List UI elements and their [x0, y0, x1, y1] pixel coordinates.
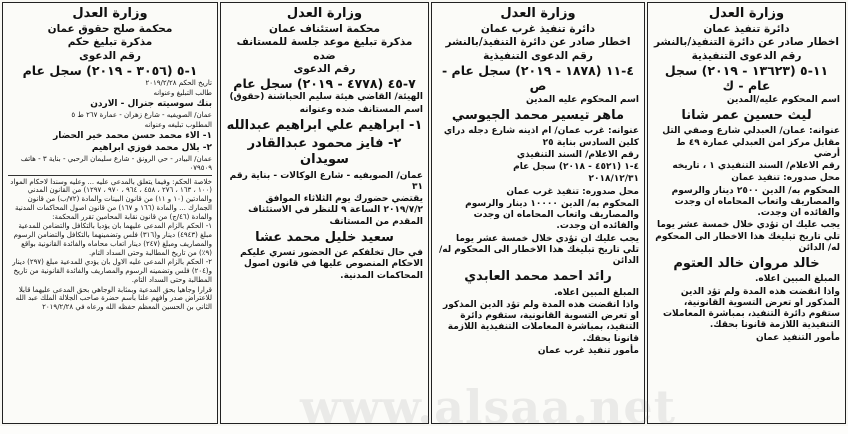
recipient-label: المطلوب تبليغه وعنوانه [144, 120, 212, 129]
notice-type: مذكرة تبليغ حكم [67, 36, 153, 49]
case-number: ٧-٤٥ (٤٧٧٨ - ٢٠١٩) سجل عام [233, 75, 416, 91]
judgment-reference-label: رقم الاعلام/ السند التنفيذي [516, 149, 639, 160]
respondent-1: ١- ابراهيم علي ابراهيم عبدالله [226, 117, 423, 133]
judgment-clause-2: ٢- الحكم بالزام المدعى عليه الاول بان يؤدي للمدعية مبلغ (٢٩٧) دينار و(٢٠٤) فلس وتضمينه الرسوم والمصاريف والفائدة القانونية من تاريخ المطالبة وحتى السداد التام. [12, 258, 212, 284]
requester-address: عمان/ الصويفيه - شارع زهران - عمارة ٢٦٧ ط ٥ [71, 111, 212, 119]
case-number-label: رقم الدعوى التنفيذية [691, 49, 802, 62]
court-name: محكمة صلح حقوق عمان [47, 23, 173, 36]
notice-execution-west-amman [431, 2, 645, 424]
judgment-amount: المحكوم به/ الدين ١٠٠٠٠ دينار والرسوم والمصاريف واتعاب المحاماه ان وجدت والفائده ان وجدت. [465, 198, 639, 232]
case-number: ١-٥ (٣٠٥٦ - ٢٠١٩) سجل عام [22, 62, 198, 78]
requester-name: بنك سوسيته جنرال - الاردن [90, 98, 212, 109]
notice-type: اخطار صادر عن دائرة التنفيذ/بالنشر [654, 36, 839, 49]
payment-instruction: يجب عليك ان تؤدي خلال خمسة عشر يوما تلي تاريخ تبليغك هذا الاخطار الى المحكوم له/ الدائن [438, 233, 639, 267]
debtor-name: ماهر تيسير محمد الجيوسي [451, 108, 625, 124]
case-number-label: رقم الدعوى [293, 62, 356, 75]
amount-note: المبلغ المبين اعلاه. [553, 287, 639, 298]
judgment-summary: خلاصة الحكم: وفيما يتعلق بالمدعى عليه ... وعليه وسندا لاحكام المواد (١٠٠ ، ١٦٣ ، ٢٧٦ ، ٤٥٨ ، ٩٦٤ ، ٩٧٠ ، ١٢٩٧) من القانون المدني والمادتين (١٠ و ١١) من قانون البينات والمادة (٧٢/ب) من قانون الجمارك ... والمادة (١٦٦ و ١٦٧) من قانون اصول المحاكمات المدنية والمادة (٤٦/ج) من قانون نقابة المحامين تقرر المحكمة: [10, 177, 212, 221]
debtor-address: عنوانه: غرب عمان/ ام اذينه شارع دجله دراي كلين السادس بناية ٢٥ [443, 126, 639, 148]
creditor-name: خالد مروان خالد العتوم [673, 256, 820, 272]
notice-type: مذكرة تبليغ موعد جلسة للمستانف ضده [236, 36, 413, 62]
judgment-closing: قرارا وجاهيا بحق المدعية وبمثابة الوجاهي بحق المدعى عليهما قابلا للاعتراض صدر وافهم علنا باسم حضرة صاحب الجلالة الملك عبد الله الثاني بن الحسين المعظم حفظه الله ورعاه في ٢٠١٩/٢/٢٨ [15, 285, 212, 311]
issued-at: محل صدوره: تنفيذ عمان [731, 173, 840, 184]
judgment-date: تاريخ الحكم ٢٠١٩/٢/٢٨ [145, 79, 212, 88]
judgment-date: ٢٠١٨/١٢/٣١ [588, 174, 639, 185]
court-name: محكمة استئناف عمان [269, 23, 380, 36]
ministry-title: وزارة العدل [500, 6, 576, 21]
debtor-label: اسم المحكوم عليه المدين [526, 94, 639, 105]
amount-note: المبلغ المبين اعلاه. [754, 274, 840, 285]
department-name: دائرة تنفيذ غرب عمان [480, 23, 596, 36]
judgment-reference: ٤-١ (٤٥٢١ - ٢٠١٨) سجل عام [513, 162, 639, 173]
case-number: ١١-٥ (١٣٦٢٣ - ٢٠١٩) سجل عام - ك [664, 62, 829, 94]
signature: مأمور تنفيذ غرب عمان [537, 345, 639, 356]
respondent-label: اسم المستانف ضده وعنوانه [299, 104, 423, 115]
respondent-address: عمان/ الصويفيه - شارع الوكالات - بناية رقم ٣١ [229, 170, 423, 192]
payment-instruction: يجب عليك ان تؤدي خلال خمسة عشر يوما تلي تاريخ تبليغك هذا الاخطار الى المحكوم له/ الدائن [655, 220, 840, 253]
department-name: دائرة تنفيذ عمان [703, 23, 790, 36]
debtor-address: عنوانه: عمان/ العبدلي شارع وصفي التل مقابل مركز امن العبدلي عمارة ٤٩ ط أرضي [662, 126, 840, 159]
judgment-clause-1: ١- الحكم بالزام المدعى عليهما بان يؤديا بالتكافل والتضامن للمدعية مبلغ (٤٩٤٣) دينار و(٣١٦) فلس وتضمينهما بالتكافل والتضامن الرسوم والمصاريف ومبلغ (٢٤٧) دينار اتعاب محاماه والفائدة القانونية بواقع (٩٪) من تاريخ المطالبة وحتى السداد التام. [13, 222, 212, 257]
divider [8, 175, 212, 176]
ministry-title: وزارة العدل [708, 6, 785, 21]
ministry-title: وزارة العدل [72, 6, 148, 21]
issued-at: محل صدوره: تنفيذ غرب عمان [506, 186, 639, 197]
debtor-label: اسم المحكوم عليه/المدين [726, 94, 840, 105]
notice-execution-amman [647, 2, 846, 424]
judgment-reference: رقم الاعلام/ السند التنفيذي ١ ، تاريخه [672, 161, 840, 172]
case-number-label: رقم الدعوى التنفيذية [483, 49, 593, 62]
case-number-label: رقم الدعوى [79, 49, 141, 62]
recipient-2: ٢- بلال محمد فوزي ابراهيم [91, 142, 212, 153]
case-number: ٤-١١ (١٨٧٨ - ٢٠١٩) سجل عام - ص [442, 62, 634, 94]
appellant-name: سعيد خليل محمد عشا [255, 229, 394, 245]
debtor-name: ليث حسين عمر شانا [681, 108, 812, 124]
signature: مأمور التنفيذ عمان [755, 332, 840, 343]
requester-label: طالب التبليغ وعنوانه [153, 89, 212, 97]
respondent-2: ٢- فايز محمود عبدالقادر سويدان [247, 136, 402, 168]
recipient-address: عمان/ البيادر - حي الرونق - شارع سليمان الرحبي - بناية ٣ - هاتف ٠٧٩٥٠٩ [20, 155, 212, 172]
hearing-details: يقتضي حضورك يوم الثلاثاء الموافق ٢٠١٩/٧/٢ الساعة ٩ للنظر في الاستئناف المقدم من المستانف [248, 194, 423, 227]
notice-type: اخطار صادر عن دائرة التنفيذ/بالنشر [445, 36, 631, 49]
notice-magistrate-court [2, 2, 218, 424]
absence-warning: في حال تخلفكم عن الحضور تسري عليكم الاحكام المنصوص عليها في قانون اصول المحاكمات المدنية. [240, 248, 423, 281]
judgment-amount: المحكوم به/ الدين ٢٥٠٠ دينار والرسوم والمصاريف واتعاب المحاماه ان وجدت والفائده ان وجدت. [671, 185, 840, 219]
creditor-name: رائد احمد محمد العابدي [464, 269, 612, 285]
ministry-title: وزارة العدل [286, 6, 363, 21]
notice-appeal-court [220, 2, 429, 424]
court-panel: الهيئة/ القاضي هيئة سليم الحباشنة (حقوق) [229, 92, 423, 103]
recipient-1: ١- الاء محمد حسن محمد خير الحضار [53, 130, 212, 141]
enforcement-warning: واذا انقضت هذه المدة ولم تؤد الدين المذكور او تعرض التسوية القانونية، ستقوم دائرة التنفيذ، بمباشرة المعاملات التنفيذية اللازمة قانونا بحقك. [443, 299, 639, 344]
enforcement-warning: واذا انقضت هذه المدة ولم تؤد الدين المذكور او تعرض التسوية القانونية، ستقوم دائرة التنفيذ، بمباشرة المعاملات التنفيذية اللازمة قانونا بحقك. [663, 286, 840, 331]
